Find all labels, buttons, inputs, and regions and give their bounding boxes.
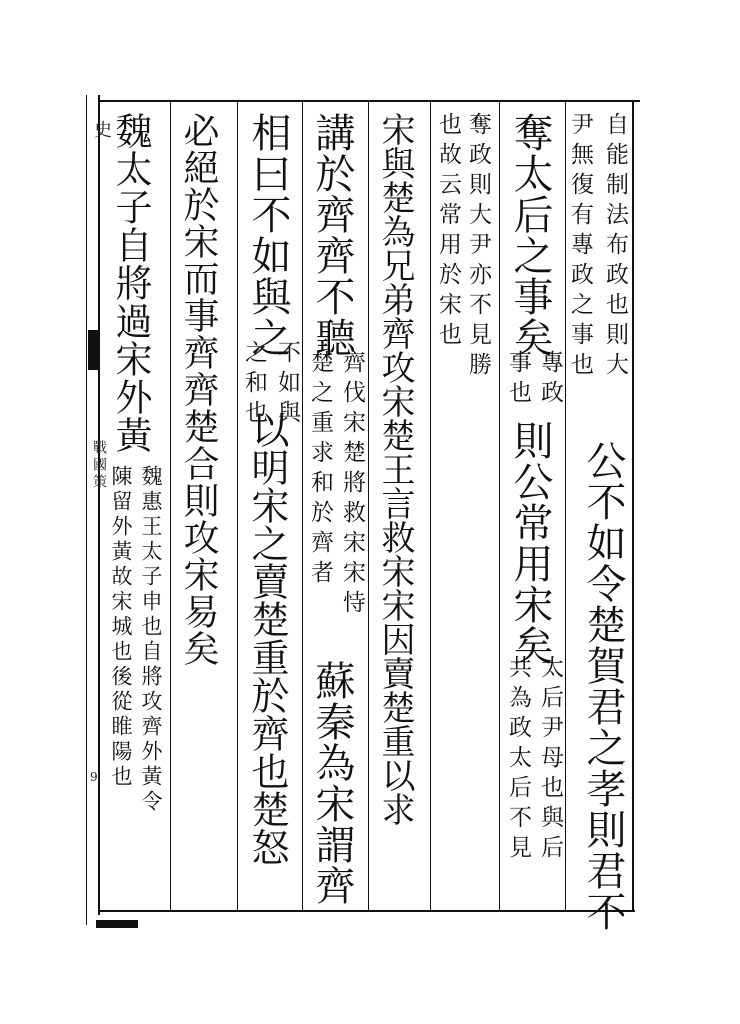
note-column: 事也 [505, 350, 531, 410]
bottom-ink-mark [96, 920, 138, 928]
column-divider [565, 100, 566, 910]
note-column: 魏惠王太子申也自將攻齊外黃令 [139, 465, 163, 815]
right-border [632, 100, 634, 910]
note-column: 也故云常用於宋也 [435, 112, 461, 352]
column-divider [430, 100, 431, 910]
note-column: 奪政則大尹亦不見勝 [465, 112, 491, 382]
margin-side-text: 戰國策 [91, 440, 107, 491]
note-column: 楚之重求和於齊者 [307, 350, 333, 590]
main-column: 講於齊齊不聽 [309, 112, 355, 358]
note-column: 尹無復有專政之事也 [567, 112, 593, 382]
left-border [98, 95, 100, 915]
column-divider [499, 100, 500, 910]
main-column: 以明宋之賣楚重於齊也楚怒 [245, 410, 289, 866]
main-column: 奪太后之事矣 [507, 112, 553, 358]
note-column: 太后尹母也與后 [537, 655, 563, 865]
fish-tail-mark [88, 330, 98, 370]
main-column: 蘇秦為宋謂齊 [309, 660, 355, 906]
main-column: 公不如令楚賀君之孝則君不 [580, 440, 626, 932]
page-number: 9 [90, 770, 98, 784]
note-column: 之和也 [241, 340, 267, 430]
note-column: 齊伐宋楚將救宋宋恃 [339, 350, 365, 620]
main-column: 則公常用宋矣 [507, 420, 553, 666]
note-column: 專政 [537, 350, 563, 410]
note-column: 自能制法布政也則大 [602, 112, 628, 382]
column-divider [170, 100, 171, 910]
margin-line [86, 95, 87, 925]
note-column: 共為政太后不見 [505, 655, 531, 865]
main-column: 魏太子自將過宋外黃 [109, 112, 152, 454]
column-divider [302, 100, 303, 910]
note-column: 陳留外黃故宋城也後從睢陽也 [109, 465, 133, 790]
main-column: 必絕於宋而事齊齊楚合則攻宋易矣 [178, 112, 219, 667]
column-divider [368, 100, 369, 910]
main-column: 宋與楚為兄弟齊攻宋楚王言救宋宋因賣楚重以求 [375, 112, 415, 826]
main-column: 相曰不如與之 [245, 112, 291, 358]
margin-top-text: 史 [91, 120, 112, 144]
note-column: 不如與 [274, 340, 300, 430]
bottom-border [100, 910, 635, 912]
top-border [100, 100, 640, 102]
column-divider [237, 100, 238, 910]
